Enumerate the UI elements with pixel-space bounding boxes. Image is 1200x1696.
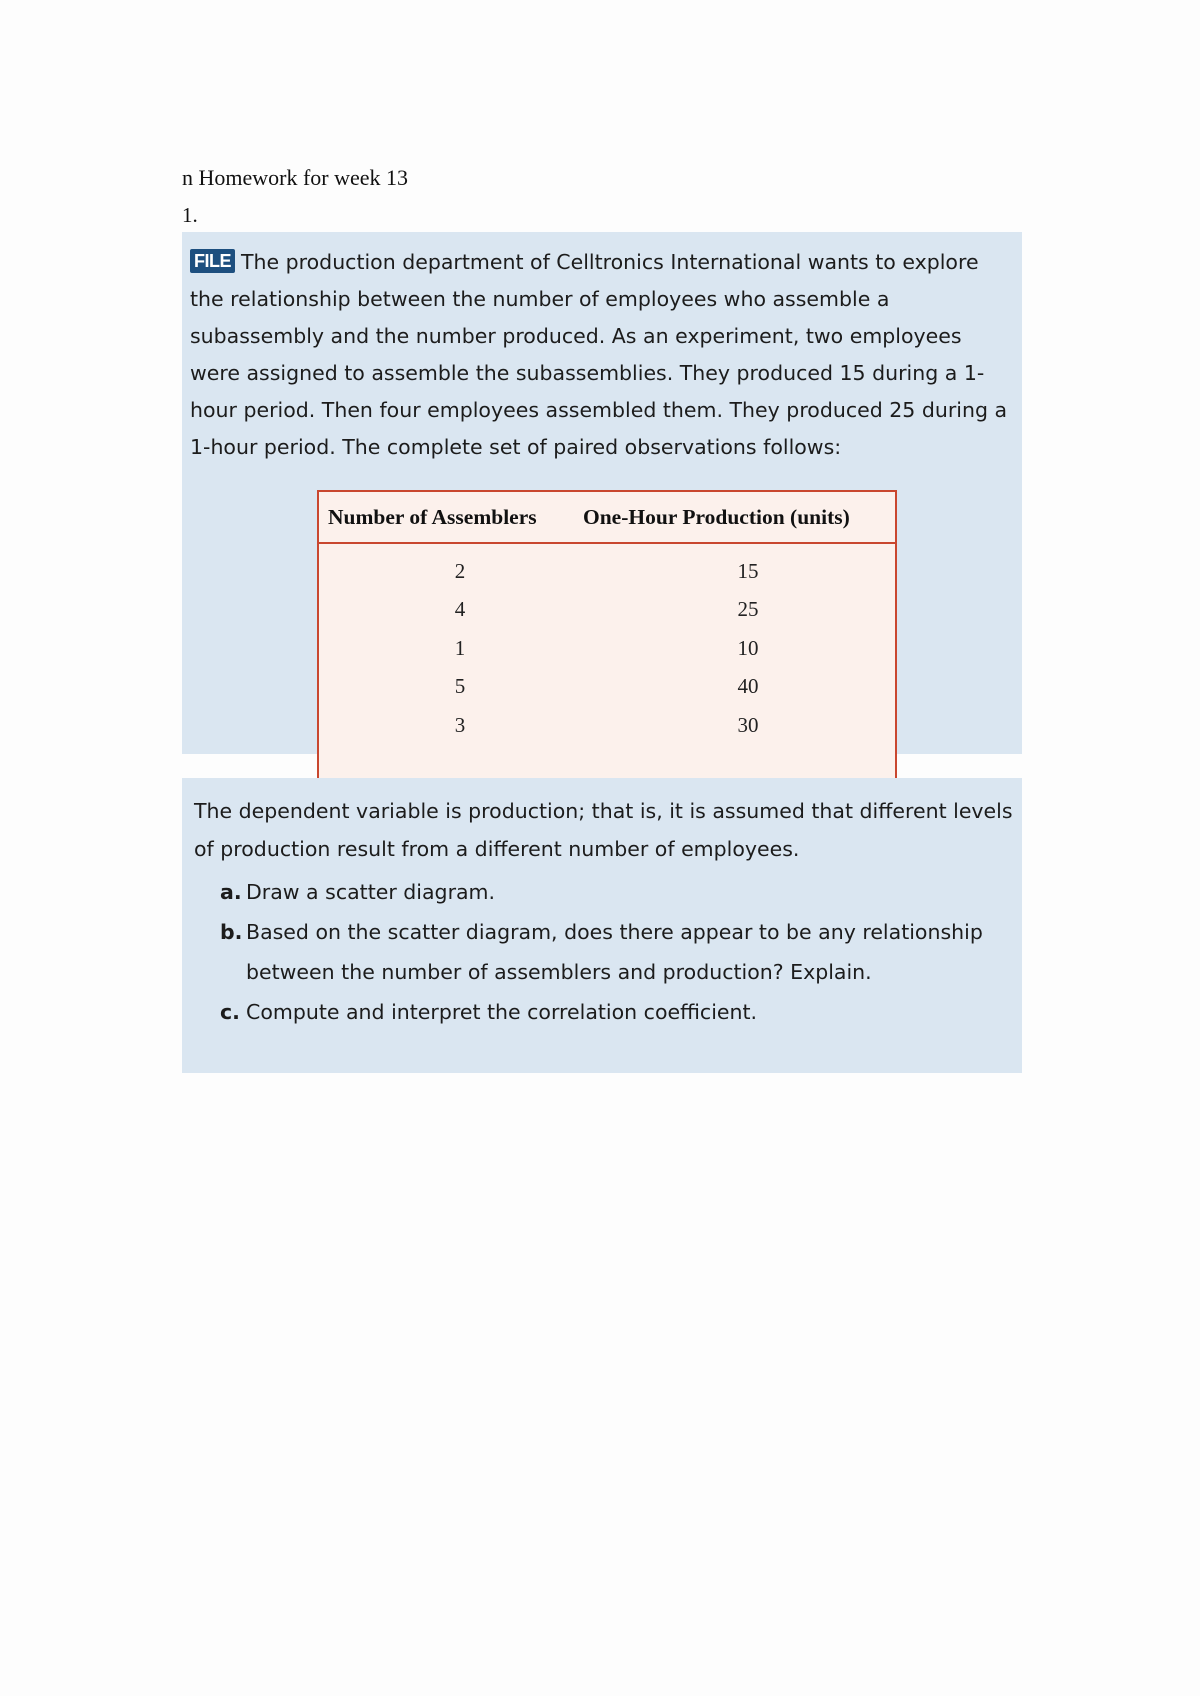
item-letter: a. <box>220 880 242 904</box>
table-row <box>319 629 895 668</box>
table-row <box>319 668 895 707</box>
list-item <box>220 912 1010 992</box>
problem-intro-text: The production department of Celltronics International wants to explore the relationship between the number of employees who assemble a subassembly and the number produced. As an experiment, two employees were assigned to assemble the subassemblies. They produced 15 during a 1-hour period. Then four employees assembled them. They produced 25 during a 1-hour period. The complete set of paired observations follows: <box>190 250 1008 459</box>
table-row <box>319 591 895 630</box>
item-text: Compute and interpret the correlation coefficient. <box>246 1000 758 1024</box>
list-item <box>220 992 1010 1032</box>
cell-production: 25 <box>737 597 759 622</box>
item-letter: b. <box>220 920 243 944</box>
header-assemblers: Number of Assemblers <box>328 504 537 529</box>
item-letter: c. <box>220 1000 240 1024</box>
cell-assemblers: 3 <box>454 712 466 737</box>
question-number: 1. <box>182 203 198 227</box>
header-production: One-Hour Production (units) <box>583 504 850 529</box>
instructions-list <box>220 872 1010 1032</box>
cell-assemblers: 5 <box>454 674 466 699</box>
table-header <box>319 492 895 544</box>
cell-production: 15 <box>737 558 759 583</box>
table-body <box>319 544 895 745</box>
problem-intro <box>190 244 1016 466</box>
cell-production: 10 <box>737 635 759 660</box>
cell-production: 40 <box>737 674 759 699</box>
list-item <box>220 872 1010 912</box>
document-heading: n Homework for week 13 <box>182 165 409 190</box>
cell-assemblers: 2 <box>454 558 466 583</box>
table-row <box>319 706 895 745</box>
file-badge: FILE <box>190 249 235 273</box>
cell-assemblers: 1 <box>454 635 466 660</box>
table-row <box>319 552 895 591</box>
item-text: Draw a scatter diagram. <box>246 880 496 904</box>
item-text: Based on the scatter diagram, does there appear to be any relationship between the number of assemblers and production? Explain. <box>246 920 983 984</box>
instructions-text: The dependent variable is production; that is, it is assumed that different levels of production result from a different number of employees. <box>194 799 1013 861</box>
instructions-panel <box>182 778 1022 1073</box>
problem-panel <box>182 232 1022 754</box>
cell-assemblers: 4 <box>454 597 466 622</box>
cell-production: 30 <box>737 712 759 737</box>
